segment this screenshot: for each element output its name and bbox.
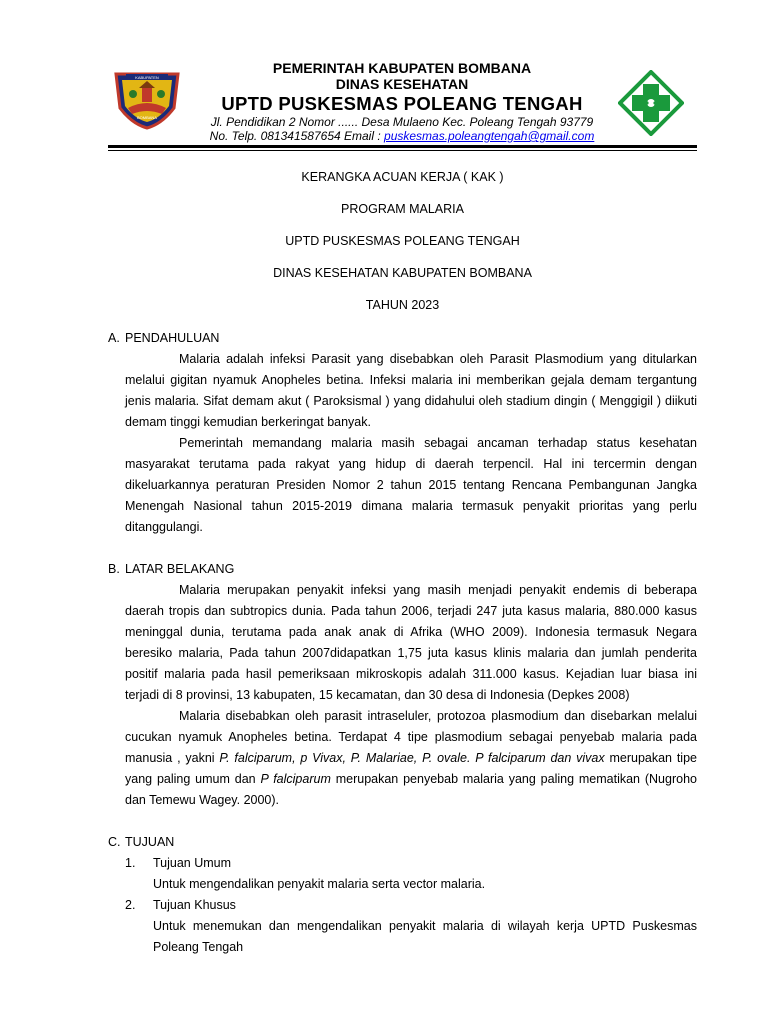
list-item — [108, 853, 697, 874]
title-dinas: DINAS KESEHATAN KABUPATEN BOMBANA — [273, 266, 532, 280]
list-item-title: Tujuan Umum — [153, 856, 232, 870]
list-item-text: Untuk menemukan dan mengendalikan penyakit malaria di wilayah kerja UPTD Puskesmas Poleang Tengah — [153, 919, 697, 954]
title-year: TAHUN 2023 — [365, 298, 440, 312]
letterhead-address: Jl. Pendidikan 2 Nomor ...... Desa Mulaeno Kec. Poleang Tengah 93779 — [210, 115, 594, 129]
section-b-heading — [108, 559, 697, 580]
section-b-p2-text-c: merupakan penyebab malaria yang paling mematikan (Nugroho dan Temewu Wagey. 2000). — [125, 772, 697, 807]
title-program: PROGRAM MALARIA — [341, 202, 464, 216]
section-a-paragraph-1: Malaria adalah infeksi Parasit yang disebabkan oleh Parasit Plasmodium yang ditularkan melalui gigitan nyamuk Anopheles betina. Infeksi malaria ini memberikan gejala demam tergantung jenis malaria. Sifat demam akut ( Paroksismal ) yang didahului oleh stadium dingin ( Menggigil ) diikuti demam tinggi kemudian berkeringat banyak. — [125, 352, 697, 429]
section-b-title: LATAR BELAKANG — [125, 562, 235, 576]
list-item-title: Tujuan Khusus — [153, 898, 236, 912]
letterhead — [190, 60, 614, 143]
section-c-heading — [108, 832, 697, 853]
list-item — [108, 895, 697, 916]
title-kak: KERANGKA ACUAN KERJA ( KAK ) — [301, 170, 504, 184]
title-uptd: UPTD PUSKESMAS POLEANG TENGAH — [285, 234, 520, 248]
section-b-p2-species: P. falciparum, p Vivax, P. Malariae, P. ovale. P falciparum dan vivax — [219, 751, 605, 765]
section-a-letter: A. — [108, 331, 120, 345]
section-b-paragraph-2 — [125, 706, 697, 811]
section-b-p2-text-b: merupakan tipe yang paling umum dan — [125, 751, 697, 786]
section-a-title: PENDAHULUAN — [125, 331, 220, 345]
section-b-letter: B. — [108, 562, 120, 576]
puskesmas-cross-logo — [618, 70, 684, 136]
letterhead-phone: No. Telp. 081341587654 Email : — [209, 129, 385, 143]
section-c-letter: C. — [108, 835, 121, 849]
section-b-paragraph-1: Malaria merupakan penyakit infeksi yang masih menjadi penyakit endemis di beberapa daerah tropis dan subtropics dunia. Pada tahun 2006, terjadi 247 juta kasus malaria, 880.000 kasus meninggal dunia, terutama pada anak anak di Afrika (WHO 2009). Indonesia termasuk Negara beresiko malaria, Pada tahun 2007didapatkan 1,75 juta kasus klinis malaria dan jumlah penderita positif malaria pada hasil pemeriksaan mikroskopis adalah 311.000 kasus. Kejadian luar biasa ini terjadi di 8 provinsi, 13 kabupaten, 15 kecamatan, dan 30 desa di Indonesia (Depkes 2008) — [125, 583, 697, 702]
section-a-heading — [108, 328, 697, 349]
letterhead-divider-thick — [108, 145, 697, 148]
email-link[interactable]: puskesmas.poleangtengah@gmail.com — [384, 129, 595, 143]
section-b-p2-falciparum: P falciparum — [260, 772, 331, 786]
bombana-emblem-logo — [112, 68, 182, 130]
list-item-number: 2. — [125, 898, 136, 912]
document-body — [108, 328, 697, 958]
list-item-number: 1. — [125, 856, 136, 870]
letterhead-institution: UPTD PUSKESMAS POLEANG TENGAH — [221, 93, 583, 114]
letterhead-agency: DINAS KESEHATAN — [335, 76, 469, 92]
section-b-p2-text-a: Malaria disebabkan oleh parasit intraseluler, protozoa plasmodium dan disebarkan melalui cucukan nyamuk Anopheles betina. Terdapat 4 tipe plasmodium sebagai penyebab malaria pada manusia , yakni — [125, 709, 697, 765]
emblem-bottom-text: BOMBANA — [136, 115, 158, 120]
letterhead-government: PEMERINTAH KABUPATEN BOMBANA — [272, 60, 532, 76]
document-titles — [108, 168, 697, 328]
letterhead-contact — [190, 129, 614, 143]
section-c-title: TUJUAN — [125, 835, 175, 849]
emblem-top-text: KABUPATEN — [135, 75, 159, 80]
letterhead-divider-thin — [108, 150, 697, 151]
list-item-text: Untuk mengendalikan penyakit malaria serta vector malaria. — [153, 877, 486, 891]
section-a-paragraph-2: Pemerintah memandang malaria masih sebagai ancaman terhadap status kesehatan masyarakat terutama pada rakyat yang hidup di daerah terpencil. Hal ini tercermin dengan dikeluarkannya peraturan Presiden Nomor 2 tahun 2015 tentang Rencana Pembangunan Jangka Menengah Nasional tahun 2015-2019 dimana malaria termasuk penyakit prioritas yang perlu ditanggulangi. — [125, 436, 697, 534]
